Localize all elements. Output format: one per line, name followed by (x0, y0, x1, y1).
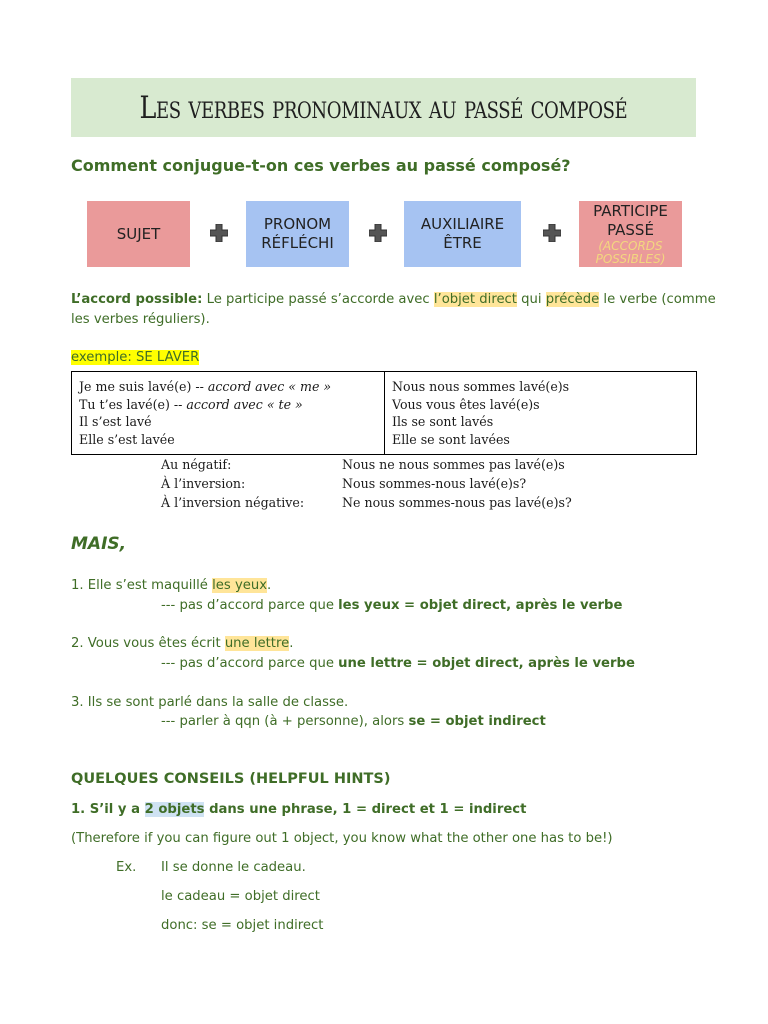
plus-icon (210, 224, 228, 242)
auxiliaire-box (404, 201, 521, 267)
accord-line2: les verbes réguliers). (71, 312, 210, 327)
accord-text1: Le participe passé s’accorde avec (202, 292, 434, 307)
highlight-objet-direct: l’objet direct (433, 292, 517, 307)
table-row (79, 431, 377, 449)
row-text: Il s’est lavé (79, 414, 152, 429)
item-highlight: une lettre (224, 636, 290, 651)
subtitle: Comment conjugue-t-on ces verbes au passé composé? (71, 156, 571, 175)
sujet-label: SUJET (116, 224, 161, 243)
table-row: Ils se sont lavés (392, 414, 494, 429)
hints-heading: QUELQUES CONSEILS (HELPFUL HINTS) (71, 771, 391, 787)
item-highlight: les yeux (212, 578, 268, 593)
ex-line: donc: se = objet indirect (161, 918, 324, 933)
hint-therefore: (Therefore if you can figure out 1 object, you know what the other one has to be!) (71, 831, 613, 846)
table-row (79, 378, 377, 396)
item-text: 1. Elle s’est maquillé (71, 578, 213, 593)
plus-icon (543, 224, 561, 242)
sujet-box (87, 201, 190, 267)
ex-line: le cadeau = objet direct (161, 889, 320, 904)
list-item (71, 636, 293, 651)
form-label: À l’inversion négative: (161, 495, 305, 510)
example-label (71, 350, 199, 365)
item-text: 2. Vous vous êtes écrit (71, 636, 225, 651)
part-line2: PASSÉ (607, 221, 654, 239)
item-text: . (289, 636, 294, 651)
aux-line1: AUXILIAIRE (420, 215, 505, 233)
item-text: 3. Ils se sont parlé dans la salle de classe. (71, 695, 349, 710)
part-note2: POSSIBLES) (595, 252, 666, 266)
pronom-line1: PRONOM (263, 215, 332, 233)
plus-icon (369, 224, 387, 242)
table-row: Vous vous êtes lavé(e)s (392, 396, 540, 412)
accord-label: L’accord possible: (71, 292, 203, 307)
hint-text: dans une phrase, 1 = direct et 1 = indirect (204, 802, 527, 817)
pronom-line2: RÉFLÉCHI (261, 234, 334, 252)
form-label: Au négatif: (161, 457, 232, 472)
part-line1: PARTICIPE (593, 202, 668, 220)
accord-line1 (71, 292, 716, 307)
title-banner (71, 78, 696, 137)
list-item (71, 695, 348, 710)
table-row (79, 413, 377, 431)
part-note1: (ACCORDS (598, 239, 663, 253)
note-text: --- parler à qqn (à + personne), alors (161, 714, 409, 729)
item-text: . (267, 578, 272, 593)
list-item (71, 578, 271, 593)
ex-line: Il se donne le cadeau. (161, 860, 306, 875)
table-row: Elle se sont lavées (392, 431, 510, 447)
row-note: accord avec « me » (207, 379, 332, 394)
table-col-plural (384, 372, 696, 454)
highlight-precede: précède (545, 292, 600, 307)
note-bold: une lettre = objet direct, après le verbe (338, 656, 635, 671)
row-text: Elle s’est lavée (79, 431, 175, 447)
note-bold: se = objet indirect (408, 714, 546, 729)
note-bold: les yeux = objet direct, après le verbe (338, 598, 623, 613)
hint-highlight: 2 objets (144, 802, 205, 817)
aux-line2: ÊTRE (443, 234, 482, 252)
row-text: Tu t’es lavé(e) -- (79, 396, 187, 412)
table-col-singular (72, 372, 384, 454)
item-note (161, 656, 635, 671)
form-value: Nous sommes-nous lavé(e)s? (342, 476, 527, 491)
item-note (161, 714, 546, 729)
note-text: --- pas d’accord parce que (161, 656, 339, 671)
form-value: Nous ne nous sommes pas lavé(e)s (342, 457, 565, 472)
note-text: --- pas d’accord parce que (161, 598, 339, 613)
accord-text3: le verbe (comme (599, 292, 716, 307)
mais-heading: MAIS, (71, 534, 127, 554)
item-note (161, 598, 622, 613)
accord-text2: qui (516, 292, 546, 307)
table-row: Nous nous sommes lavé(e)s (392, 379, 570, 394)
example-label-text: exemple: SE LAVER (71, 350, 200, 365)
table-row (79, 396, 377, 414)
hint-one (71, 802, 526, 817)
form-label: À l’inversion: (161, 476, 246, 491)
form-value: Ne nous sommes-nous pas lavé(e)s? (342, 495, 572, 510)
pronom-box (246, 201, 349, 267)
row-note: accord avec « te » (186, 396, 303, 412)
hint-text: 1. S’il y a (71, 802, 145, 817)
participe-box (579, 201, 682, 267)
page-title: Les verbes pronominaux au passé composé (139, 89, 628, 126)
conjugation-table (71, 371, 697, 455)
ex-label: Ex. (116, 860, 137, 875)
row-text: Je me suis lavé(e) -- (79, 379, 208, 394)
